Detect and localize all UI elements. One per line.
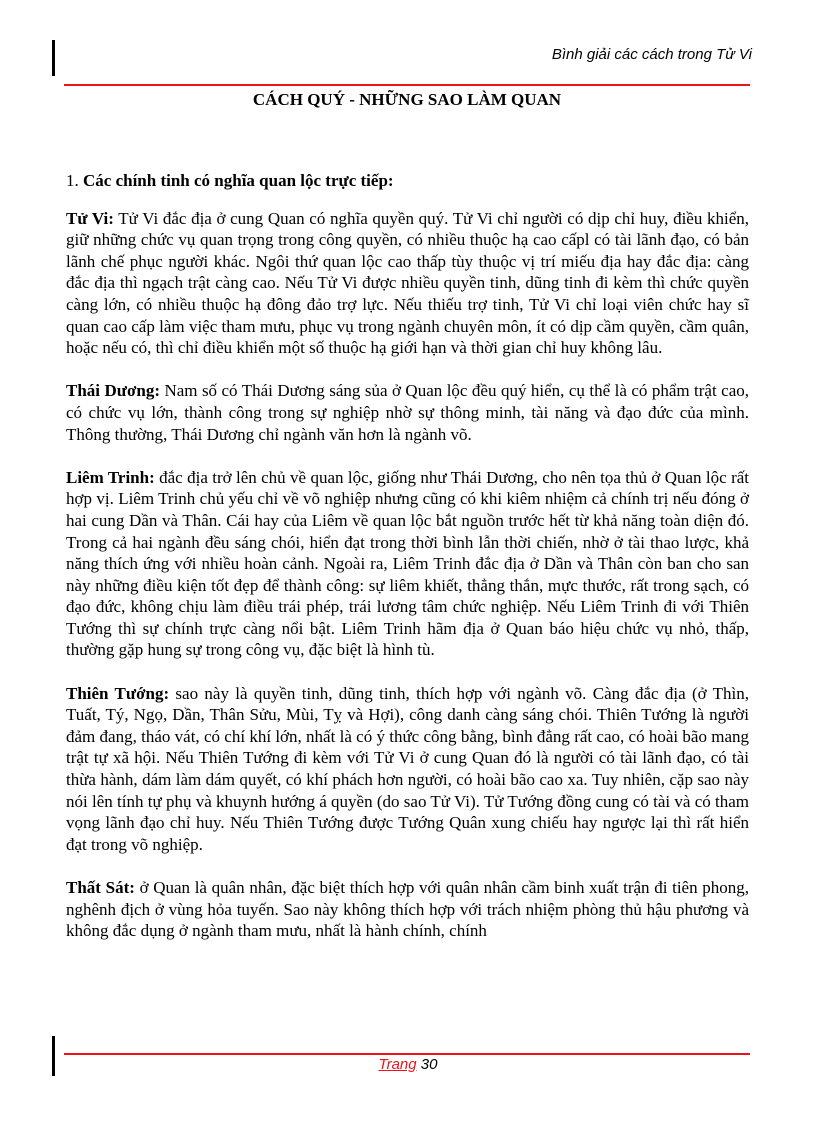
star-term: Thái Dương: xyxy=(66,381,160,401)
star-term: Thất Sát: xyxy=(66,878,135,897)
section-heading xyxy=(66,170,749,192)
section-number: 1. xyxy=(66,171,79,190)
footer-rule xyxy=(64,1053,750,1055)
page-title: CÁCH QUÝ - NHỮNG SAO LÀM QUAN xyxy=(252,90,562,109)
star-term: Liêm Trinh: xyxy=(66,467,155,487)
paragraph-thien-tuong xyxy=(66,683,749,856)
paragraph-liem-trinh xyxy=(66,467,749,661)
document-body xyxy=(66,170,749,963)
page-number: 30 xyxy=(420,1056,438,1073)
paragraph-text: Tử Vi đắc địa ở cung Quan có nghĩa quyền quý. Tử Vi chỉ người có dịp chỉ huy, điều khiển, giữ những chức vụ quan trọng trong công quyền, có nhiều thuộc hạ cao cấpl có tài lãnh đạo, có bản lãnh chế phục người khác. Ngôi thứ quan lộc cao thấp tùy thuộc vị trí miếu địa hay đắc địa: càng đắc địa thì ngạch trật càng cao. Nếu Tử Vi được nhiều quyền tinh, dũng tinh đi kèm thì chức quyền càng lớn, có nhiều thuộc hạ đông đảo trợ lực. Nếu thiếu trợ tinh, Tử Vi chỉ loại viên chức hay sĩ quan cao cấp làm việc tham mưu, phục vụ trong ngành chuyên môn, ít có dịp cầm quyền, cầm quân, hoặc nếu có, thì chỉ điều khiển một số thuộc hạ giới hạn và thời gian chỉ huy không lâu. xyxy=(66,208,750,358)
paragraph-text: ở Quan là quân nhân, đặc biệt thích hợp với quân nhân cầm binh xuất trận đi tiên phong, nghênh địch ở vùng hỏa tuyến. Sao này không thích hợp với trách nhiệm phòng thủ hậu phương và không đắc dụng ở ngành tham mưu, nhất là hành chính, chính xyxy=(66,878,749,941)
star-term: Thiên Tướng: xyxy=(66,683,170,703)
header-rule xyxy=(64,84,750,86)
paragraph-tu-vi xyxy=(66,208,749,359)
margin-bar-top xyxy=(52,40,55,76)
paragraph-text: Nam số có Thái Dương sáng sủa ở Quan lộc đều quý hiển, cụ thể là có phẩm trật cao, có chức vụ lớn, thành công trong sự nghiệp nhờ sự thông minh, tài năng và đạo đức của mình. Thông thường, Thái Dương chỉ ngành văn hơn là ngành võ. xyxy=(66,381,749,444)
paragraph-text: đắc địa trở lên chủ về quan lộc, giống như Thái Dương, cho nên tọa thủ ở Quan lộc rất hợp vị. Liêm Trinh chủ yếu chỉ về võ nghiệp nhưng cũng có khi kiêm nhiệm cả chính trị nếu đóng ở hai cung Dần và Thân. Cái hay của Liêm về quan lộc bắt nguồn trước hết từ khả năng toàn diện đó. Trong cả hai ngành đều sáng chói, hiển đạt trong thời bình lẫn thời chiến, nhờ ở tài thao lược, khả năng thích ứng với nhiều hoàn cảnh. Ngoài ra, Liêm Trinh đắc địa ở Dần và Thân còn ban cho san này những điều kiện tốt đẹp để thành công: sự liêm khiết, thẳng thắn, mực thước, rất trong sạch, có đạo đức, không chịu làm điều trái phép, trái lương tâm chức nghiệp. Nếu Liêm Trinh đi với Thiên Tướng thì sự chính trực càng nổi bật. Liêm Trinh hãm địa ở Quan báo hiệu chức vụ nhỏ, thấp, thường gặp hung sự trong công vụ, đặc biệt là hình tù. xyxy=(66,467,749,660)
page-footer xyxy=(0,1056,816,1073)
star-term: Tử Vi: xyxy=(66,208,114,228)
page-label-link[interactable]: Trang xyxy=(378,1056,417,1073)
paragraph-that-sat xyxy=(66,877,749,942)
section-title: Các chính tinh có nghĩa quan lộc trực tiếp: xyxy=(83,171,394,190)
paragraph-thai-duong xyxy=(66,380,749,445)
running-header: Bình giải các cách trong Tử Vi xyxy=(551,46,752,63)
paragraph-text: sao này là quyền tinh, dũng tinh, thích hợp với ngành võ. Càng đắc địa (ở Thìn, Tuất, Tý, Ngọ, Dần, Thân Sửu, Mùi, Tỵ và Hợi), công danh càng sáng chói. Thiên Tướng là người đảm đang, tháo vát, có chí khí lớn, nhất là có ý thức công bằng, bình đẳng rất cao, có hoài bão mang trật tự xã hội. Nếu Thiên Tướng đi kèm với Tử Vi ở cung Quan đó là người có tài lãnh đạo, có tài thừa hành, dám làm dám quyết, có khí phách hơn người, có hoài bão cao xa. Tuy nhiên, cặp sao này nói lên tính tự phụ và khuynh hướng á quyền (do sao Tử Vi). Tử Tướng đồng cung có tài và có tham vọng lãnh đạo chỉ huy. Nếu Thiên Tướng được Tướng Quân xung chiếu hay ngược lại thì rất hiển đạt trong võ nghiệp. xyxy=(66,683,749,854)
